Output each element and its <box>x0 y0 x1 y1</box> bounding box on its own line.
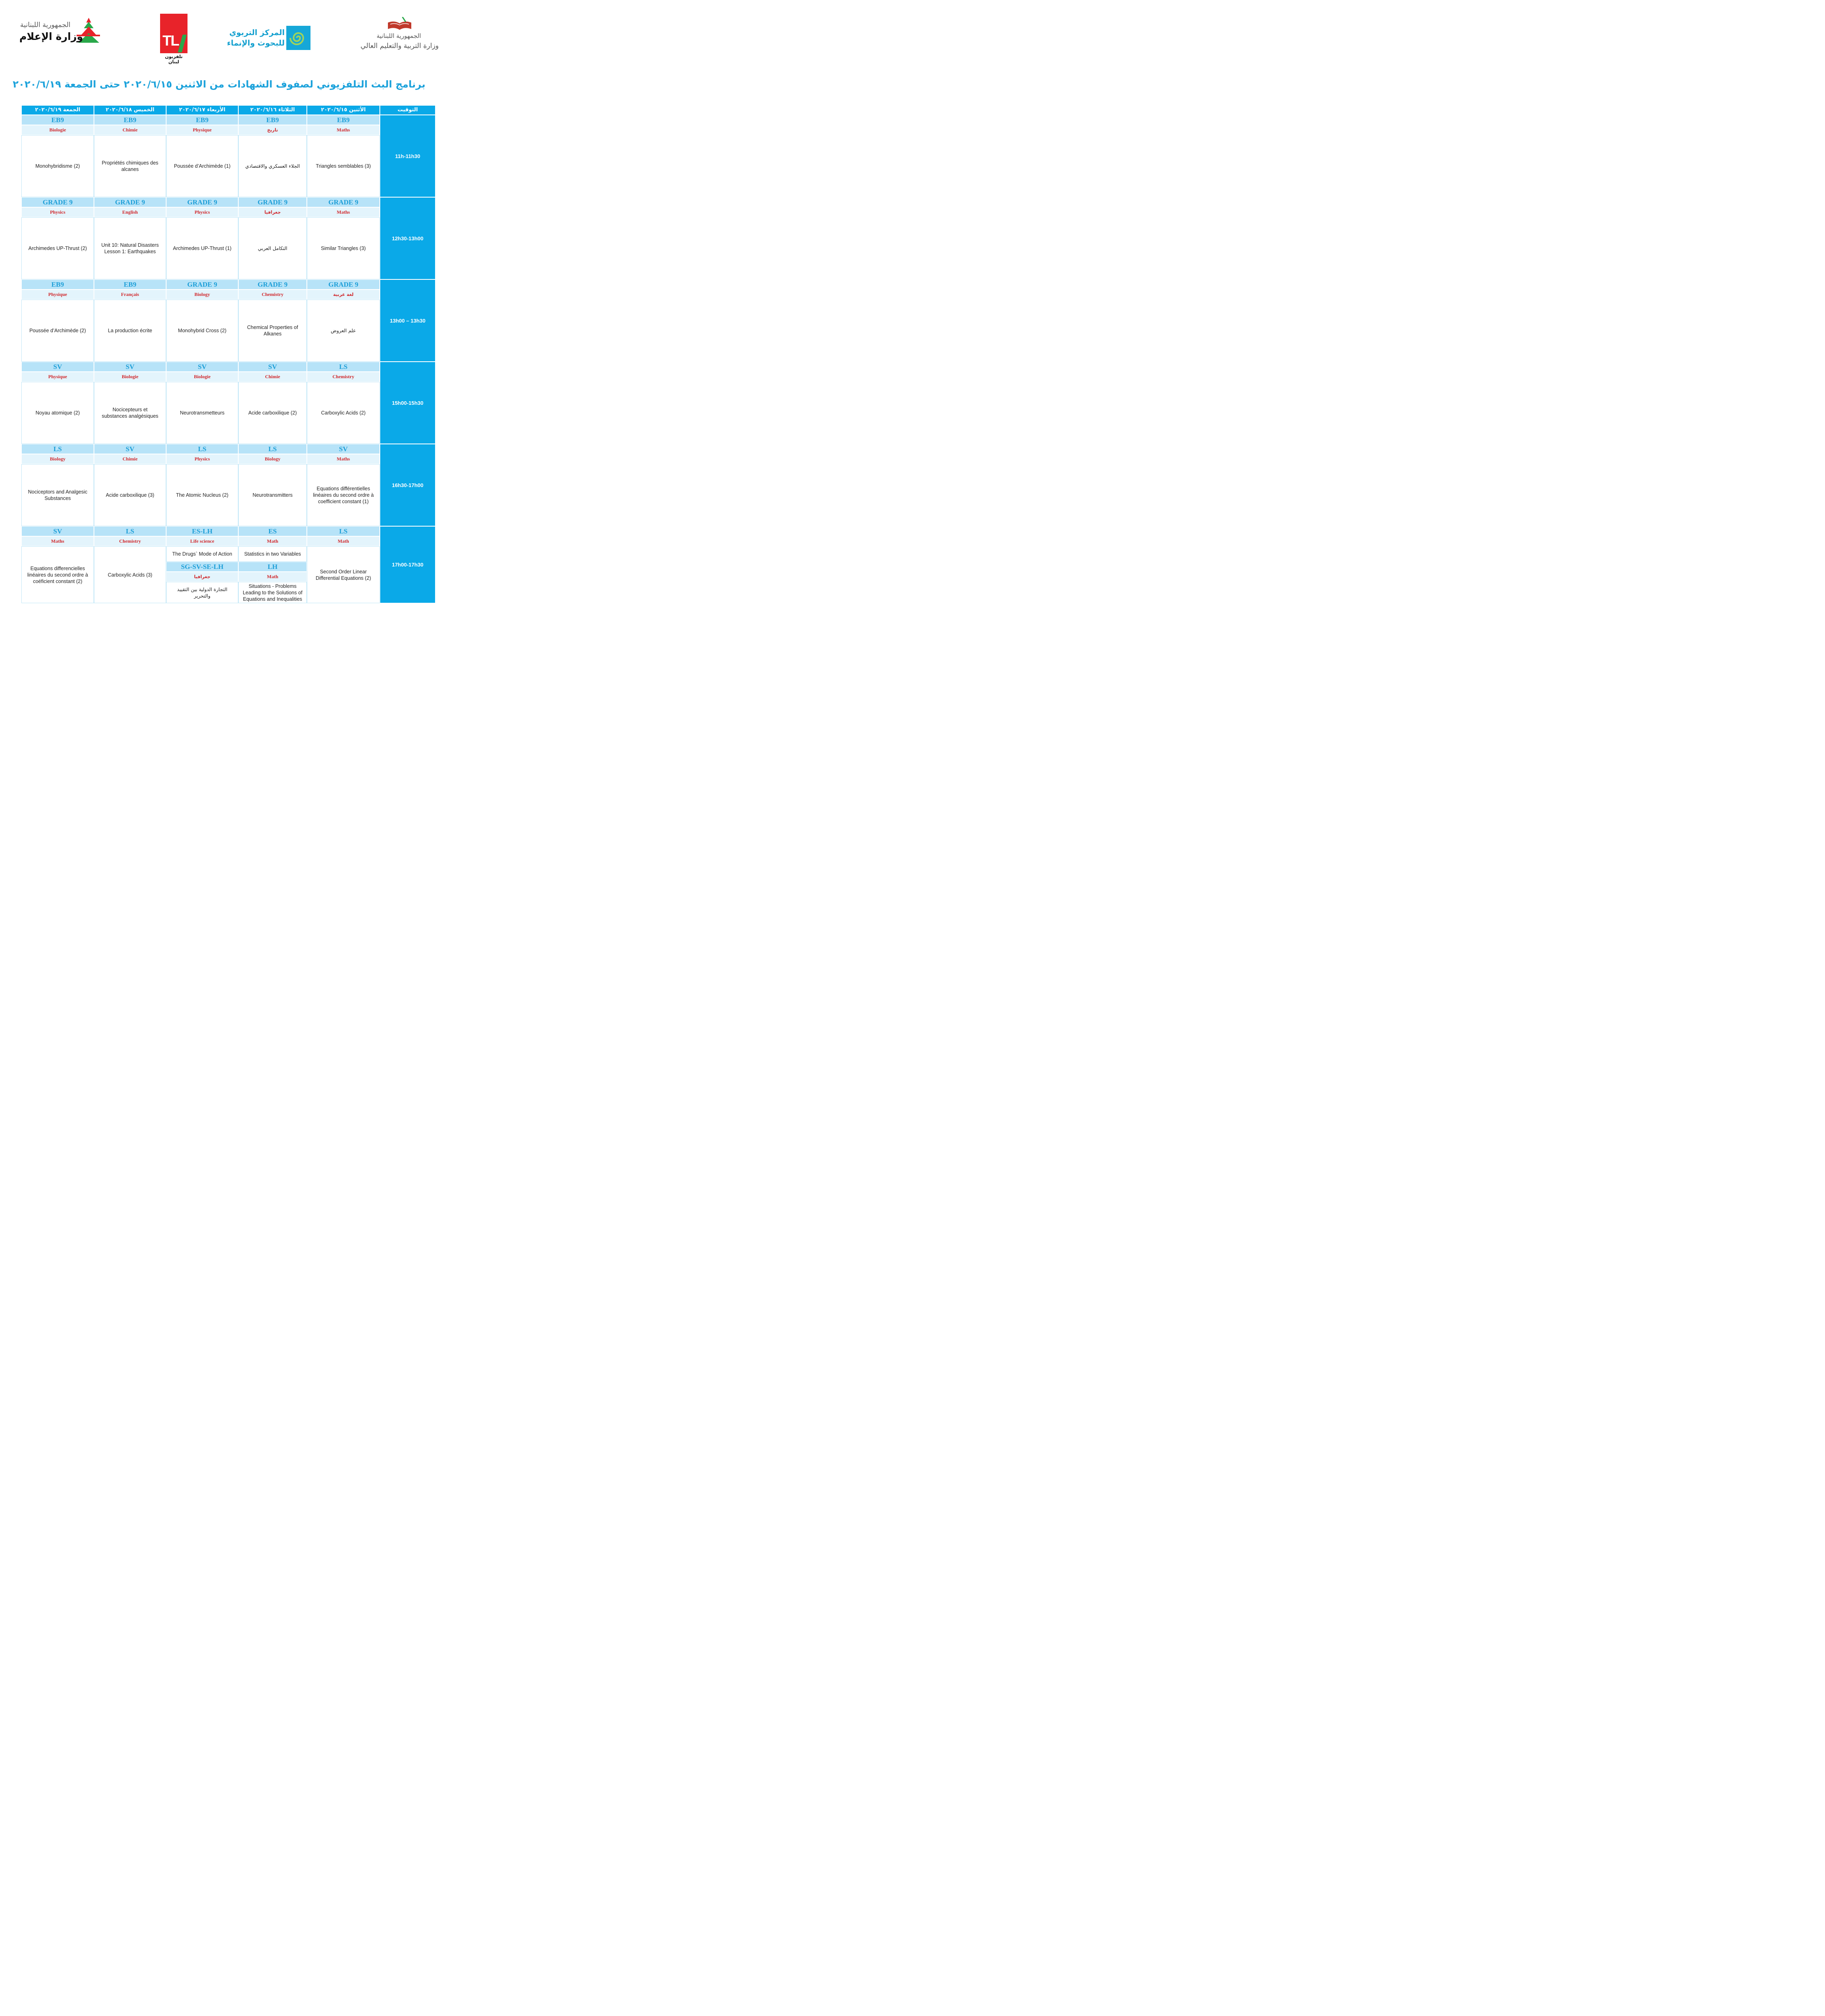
class-level: EB9 <box>94 279 166 289</box>
schedule-table <box>21 105 435 614</box>
lesson-title: Archimedes UP-Thrust (2) <box>21 217 94 279</box>
schedule-cell <box>166 362 238 444</box>
schedule-cell <box>238 362 307 444</box>
subject-label: Math <box>238 536 307 546</box>
subject-label: جغرافيا <box>238 207 307 217</box>
lesson-title-secondary: Situations - Problems Leading to the Solutions of Equations and Inequalities <box>238 582 307 603</box>
lesson-title: Carboxylic Acids (2) <box>307 382 380 444</box>
subject-label: Physique <box>21 289 94 300</box>
day-header: الخميس ٢٠٢٠/٦/١٨ <box>94 105 166 115</box>
class-level: EB9 <box>307 115 380 125</box>
lesson-title: Monohybridisme (2) <box>21 135 94 197</box>
page <box>0 0 456 645</box>
schedule-cell <box>307 526 380 603</box>
class-level: GRADE 9 <box>307 279 380 289</box>
subject-label: Maths <box>307 454 380 464</box>
logo-mehe-line2: وزارة التربية والتعليم العالي <box>360 42 439 50</box>
subject-label: Chimie <box>94 454 166 464</box>
lesson-title: Noyau atomique (2) <box>21 382 94 444</box>
class-level: SV <box>94 444 166 454</box>
class-level: LS <box>94 526 166 536</box>
class-level: GRADE 9 <box>166 279 238 289</box>
lesson-title: Acide carboxilique (2) <box>238 382 307 444</box>
lesson-title: Poussée d’Archimède (1) <box>166 135 238 197</box>
time-slot: 13h00 – 13h30 <box>380 279 435 362</box>
time-slot: 17h00-17h30 <box>380 526 435 603</box>
spiral-icon <box>286 26 310 50</box>
lesson-title: The Drugs` Mode of Action <box>166 546 238 562</box>
schedule-cell <box>21 444 94 526</box>
schedule-cell <box>166 197 238 279</box>
class-level: EB9 <box>238 115 307 125</box>
schedule-cell <box>166 115 238 197</box>
day-header: الأثنين ٢٠٢٠/٦/١٥ <box>307 105 380 115</box>
class-level-secondary: LH <box>238 562 307 572</box>
subject-label: Physique <box>21 372 94 382</box>
class-level: EB9 <box>21 279 94 289</box>
tl-stripe-icon <box>178 35 187 52</box>
subject-label-secondary: جغرافيا <box>166 572 238 582</box>
day-header: الجمعة ٢٠٢٠/٦/١٩ <box>21 105 94 115</box>
tele-liban-logo <box>160 14 188 65</box>
schedule-cell <box>238 115 307 197</box>
subject-label: Biology <box>166 289 238 300</box>
class-level: ES-LH <box>166 526 238 536</box>
logo-info-line1: الجمهورية اللبنانية <box>20 21 71 29</box>
ministry-of-education-logo <box>358 17 439 53</box>
schedule-cell <box>94 526 166 603</box>
logo-info-line2: وزارة الإعلام <box>19 31 83 42</box>
schedule-cell <box>21 526 94 603</box>
lesson-title: الجلاء العسكري والاقتصادي <box>238 135 307 197</box>
time-slot: 16h30-17h00 <box>380 444 435 526</box>
schedule-cell <box>94 197 166 279</box>
schedule-cell <box>21 115 94 197</box>
schedule-cell <box>307 362 380 444</box>
class-level: GRADE 9 <box>166 197 238 207</box>
schedule-cell <box>238 526 307 603</box>
day-header: الأربعاء ٢٠٢٠/٦/١٧ <box>166 105 238 115</box>
schedule-cell <box>307 197 380 279</box>
subject-label: Chemistry <box>238 289 307 300</box>
time-slot: 15h00-15h30 <box>380 362 435 444</box>
subject-label: Biology <box>21 454 94 464</box>
schedule-cell <box>94 362 166 444</box>
subject-label: Chimie <box>238 372 307 382</box>
lesson-title: Equations différentielles linéaires du second ordre à coefficient constant (1) <box>307 464 380 526</box>
lesson-title-secondary: التجارة الدولية بين التقييد والتحرير <box>166 582 238 603</box>
crdp-logo <box>227 26 310 52</box>
subject-label: Chimie <box>94 125 166 135</box>
schedule-cell <box>166 444 238 526</box>
lesson-title: Nocicepteurs et substances analgésiques <box>94 382 166 444</box>
class-level: SV <box>307 444 380 454</box>
schedule-cell <box>307 115 380 197</box>
subject-label: لغة عربية <box>307 289 380 300</box>
schedule-cell <box>238 197 307 279</box>
page-title: برنامج البث التلفزيوني لصفوف الشهادات من الاثنين ٢٠٢٠/٦/١٥ حتى الجمعة ٢٠٢٠/٦/١٩ <box>12 79 425 90</box>
lesson-title: Neurotransmetteurs <box>166 382 238 444</box>
class-level-secondary: SG-SV-SE-LH <box>166 562 238 572</box>
class-level: EB9 <box>166 115 238 125</box>
subject-label: Biology <box>238 454 307 464</box>
subject-label: Maths <box>307 125 380 135</box>
lesson-title: علم العروض <box>307 300 380 362</box>
subject-label: Maths <box>21 536 94 546</box>
class-level: ES <box>238 526 307 536</box>
lesson-title: Nociceptors and Analgesic Substances <box>21 464 94 526</box>
lesson-title: The Atomic Nucleus (2) <box>166 464 238 526</box>
schedule-cell <box>307 444 380 526</box>
time-slot: 12h30-13h00 <box>380 197 435 279</box>
schedule-cell <box>94 444 166 526</box>
ministry-of-information-logo <box>17 16 100 47</box>
subject-label: Biologie <box>166 372 238 382</box>
lesson-title: Propriétés chimiques des alcanes <box>94 135 166 197</box>
lesson-title: Monohybrid Cross (2) <box>166 300 238 362</box>
subject-label: Physics <box>166 454 238 464</box>
schedule-cell <box>21 197 94 279</box>
class-level: GRADE 9 <box>21 197 94 207</box>
subject-label: Physics <box>166 207 238 217</box>
subject-label: Math <box>307 536 380 546</box>
schedule-cell <box>238 444 307 526</box>
class-level: EB9 <box>94 115 166 125</box>
lesson-title: Second Order Linear Differential Equations (2) <box>307 546 380 603</box>
crdp-square <box>286 26 310 50</box>
day-header: الثلاثاء ٢٠٢٠/٦/١٦ <box>238 105 307 115</box>
schedule-cell <box>94 279 166 362</box>
schedule-cell <box>21 362 94 444</box>
class-level: LS <box>307 526 380 536</box>
time-slot: 11h-11h30 <box>380 115 435 197</box>
lesson-title: Neurotransmitters <box>238 464 307 526</box>
tl-mark: TL <box>162 32 179 49</box>
subject-label: Physique <box>166 125 238 135</box>
schedule-cell <box>166 279 238 362</box>
schedule-cell <box>238 279 307 362</box>
subject-label: Biologie <box>21 125 94 135</box>
time-header: التوقيت <box>380 105 435 115</box>
class-level: EB9 <box>21 115 94 125</box>
lesson-title: التكامل العربي <box>238 217 307 279</box>
subject-label: Chemistry <box>94 536 166 546</box>
lesson-title: Equations differencielles linéaires du second ordre à coéficient constant (2) <box>21 546 94 603</box>
class-level: SV <box>166 362 238 372</box>
class-level: LS <box>307 362 380 372</box>
subject-label: Français <box>94 289 166 300</box>
schedule-cell <box>94 115 166 197</box>
class-level: SV <box>21 526 94 536</box>
lesson-title: Unit 10: Natural Disasters Lesson 1: Earthquakes <box>94 217 166 279</box>
class-level: GRADE 9 <box>238 279 307 289</box>
lesson-title: Poussée d’Archimède (2) <box>21 300 94 362</box>
lesson-title: Acide carboxilique (3) <box>94 464 166 526</box>
tl-caption: تلفزيون لبنان <box>165 54 183 65</box>
class-level: SV <box>238 362 307 372</box>
subject-label: Physics <box>21 207 94 217</box>
subject-label: Life science <box>166 536 238 546</box>
subject-label: Chemistry <box>307 372 380 382</box>
subject-label: تاريخ <box>238 125 307 135</box>
class-level: SV <box>94 362 166 372</box>
crdp-line2: للبحوث والإنماء <box>227 39 285 48</box>
lesson-title: Statistics in two Variables <box>238 546 307 562</box>
class-level: GRADE 9 <box>94 197 166 207</box>
lesson-title: Chemical Properties of Alkanes <box>238 300 307 362</box>
subject-label-secondary: Math <box>238 572 307 582</box>
lesson-title: La production écrite <box>94 300 166 362</box>
schedule-cell <box>166 526 238 603</box>
class-level: GRADE 9 <box>307 197 380 207</box>
schedule-cell <box>21 279 94 362</box>
lesson-title: Archimedes UP-Thrust (1) <box>166 217 238 279</box>
class-level: SV <box>21 362 94 372</box>
subject-label: Biologie <box>94 372 166 382</box>
class-level: GRADE 9 <box>238 197 307 207</box>
class-level: LS <box>21 444 94 454</box>
subject-label: English <box>94 207 166 217</box>
crdp-line1: المركز التربوي <box>229 28 285 37</box>
open-book-icon <box>386 17 413 31</box>
logo-mehe-line1: الجمهورية اللبنانية <box>376 32 421 40</box>
class-level: LS <box>166 444 238 454</box>
subject-label: Maths <box>307 207 380 217</box>
lesson-title: Similar Triangles (3) <box>307 217 380 279</box>
lesson-title: Carboxylic Acids (3) <box>94 546 166 603</box>
schedule-cell <box>307 279 380 362</box>
class-level: LS <box>238 444 307 454</box>
lesson-title: Triangles semblables (3) <box>307 135 380 197</box>
